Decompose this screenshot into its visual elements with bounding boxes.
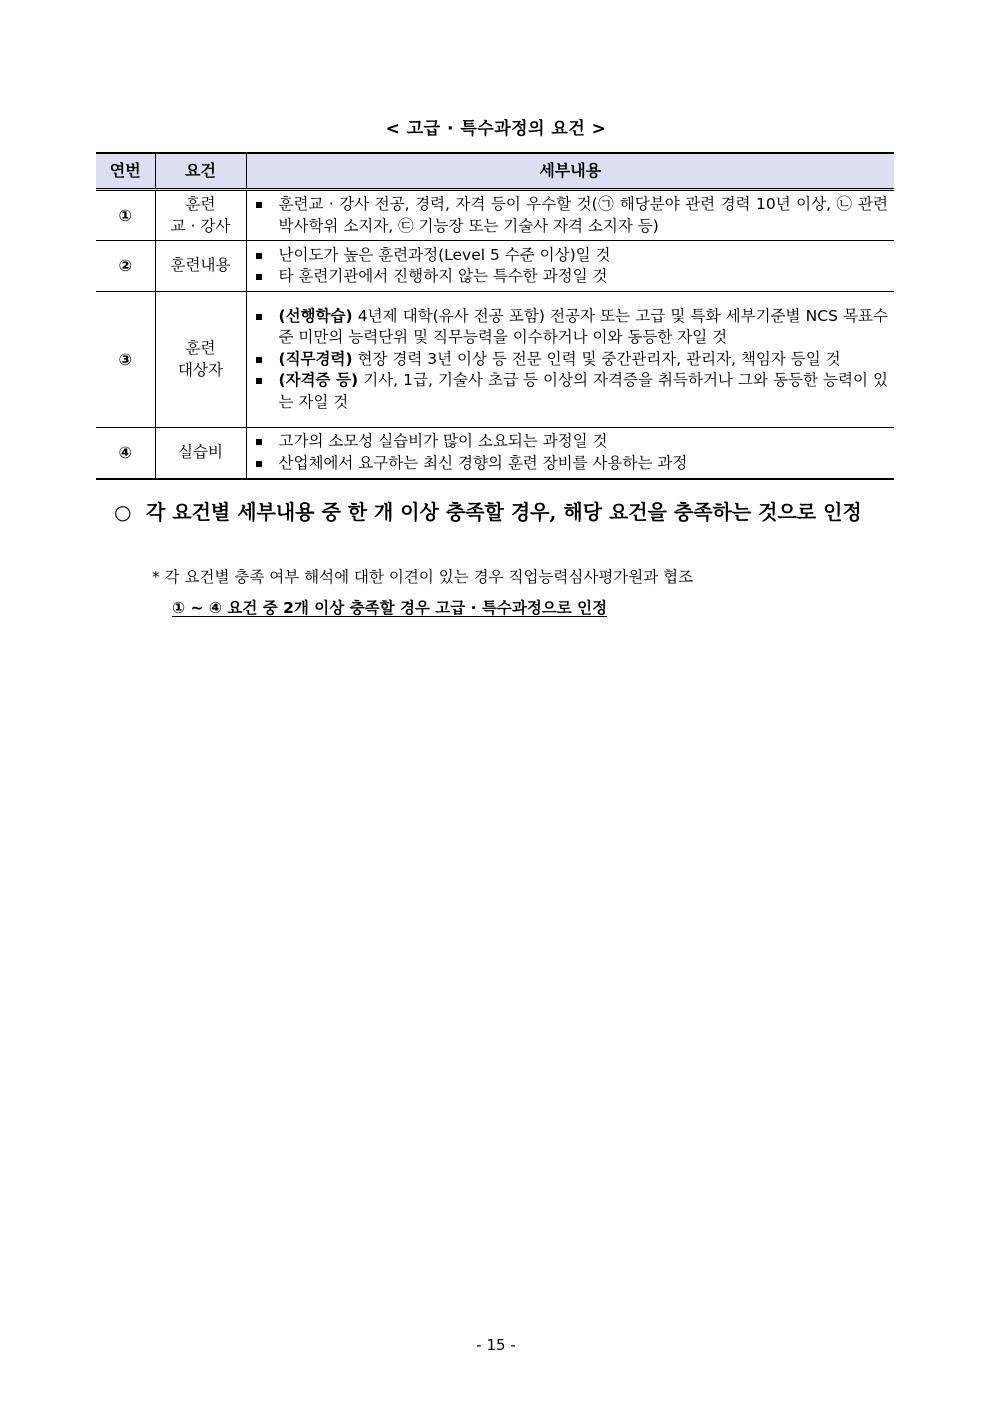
square-bullet-icon	[256, 378, 262, 384]
detail-item	[255, 306, 889, 349]
detail-text: 난이도가 높은 훈련과정(Level 5 수준 이상)일 것	[278, 245, 611, 264]
header-number: 연번	[96, 153, 155, 190]
row-requirement	[155, 292, 246, 428]
detail-text: 고가의 소모성 실습비가 많이 소요되는 과정일 것	[278, 432, 608, 451]
requirement-line: 훈련내용	[170, 256, 231, 275]
row-number: ②	[96, 241, 155, 292]
detail-label: (자격증 등)	[278, 371, 359, 390]
table-row	[96, 292, 894, 428]
detail-text: 훈련교 · 강사 전공, 경력, 자격 등이 우수할 것(㉠ 해당분야 관련 경력 10년 이상, ㉡ 관련 박사학위 소지자, ㉢ 기능장 또는 기술사 자격 소지자 등)	[278, 195, 888, 235]
detail-item	[255, 349, 889, 371]
emphasis-note: ① ~ ④ 요건 중 2개 이상 충족할 경우 고급 · 특수과정으로 인정	[172, 599, 608, 617]
square-bullet-icon	[256, 253, 262, 259]
detail-item	[255, 453, 889, 475]
row-requirement	[155, 241, 246, 292]
row-number: ①	[96, 190, 155, 241]
detail-text: 기사, 1급, 기술사 초급 등 이상의 자격증을 취득하거나 그와 동등한 능력이 있는 자일 것	[278, 371, 888, 411]
header-details: 세부내용	[246, 153, 894, 190]
square-bullet-icon	[256, 314, 262, 320]
row-details	[246, 190, 894, 241]
detail-item	[255, 370, 889, 413]
table-row	[96, 190, 894, 241]
requirement-line: 교 · 강사	[170, 216, 231, 235]
detail-item	[255, 266, 889, 288]
row-number: ③	[96, 292, 155, 428]
row-details	[246, 241, 894, 292]
page-number: - 15 -	[476, 1336, 516, 1354]
detail-item	[255, 194, 889, 237]
requirement-line: 대상자	[178, 360, 223, 379]
main-note	[114, 496, 904, 528]
main-note-text: 각 요건별 세부내용 중 한 개 이상 충족할 경우, 해당 요건을 충족하는 것으로 인정	[146, 500, 862, 524]
detail-label: (직무경력)	[278, 349, 353, 368]
detail-text: 산업체에서 요구하는 최신 경향의 훈련 장비를 사용하는 과정	[278, 453, 688, 472]
square-bullet-icon	[256, 461, 262, 467]
row-requirement	[155, 190, 246, 241]
row-number: ④	[96, 428, 155, 479]
square-bullet-icon	[256, 274, 262, 280]
detail-item	[255, 245, 889, 267]
requirement-line: 훈련	[185, 339, 216, 357]
table-row	[96, 241, 894, 292]
square-bullet-icon	[256, 357, 262, 363]
detail-item	[255, 431, 889, 453]
table-row	[96, 428, 894, 479]
detail-text: 4년제 대학(유사 전공 포함) 전공자 또는 고급 및 특화 세부기준별 NCS 목표수준 미만의 능력단위 및 직무능력을 이수하거나 이와 동등한 자일 것	[278, 306, 888, 347]
requirement-line: 훈련	[185, 195, 216, 213]
row-details	[246, 428, 894, 479]
requirement-line: 실습비	[178, 443, 223, 461]
detail-label: (선행학습)	[278, 306, 353, 325]
square-bullet-icon	[256, 439, 262, 445]
row-requirement	[155, 428, 246, 479]
table-title: < 고급 · 특수과정의 요건 >	[385, 119, 607, 139]
circle-bullet-icon: ○	[114, 500, 132, 524]
requirements-table	[96, 152, 894, 480]
sub-note: * 각 요건별 충족 여부 해석에 대한 이견이 있는 경우 직업능력심사평가원과 협조	[152, 568, 694, 586]
table-header-row	[96, 153, 894, 190]
detail-text: 현장 경력 3년 이상 등 전문 인력 및 중간관리자, 관리자, 책임자 등일 것	[352, 349, 841, 368]
header-requirement: 요건	[155, 153, 246, 190]
square-bullet-icon	[256, 202, 262, 208]
detail-text: 타 훈련기관에서 진행하지 않는 특수한 과정일 것	[278, 267, 608, 285]
row-details	[246, 292, 894, 428]
